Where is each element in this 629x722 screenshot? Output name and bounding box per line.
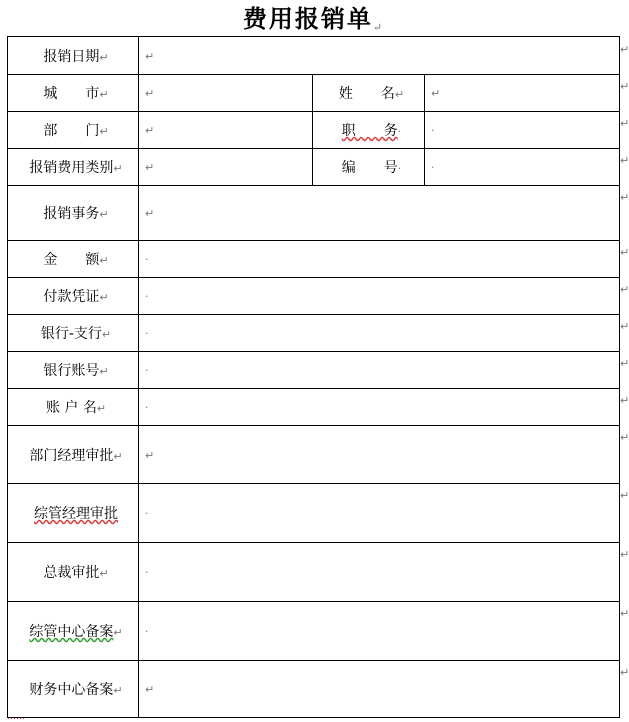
field-matter[interactable] <box>139 186 620 241</box>
field-position[interactable] <box>425 112 620 149</box>
row-dept-position <box>8 112 620 149</box>
row-account-name <box>8 389 620 426</box>
row-end-mark-icon: ↵ <box>620 154 629 167</box>
footer-note: …… <box>7 712 25 722</box>
field-number[interactable] <box>425 149 620 186</box>
cell-mark-icon: ↵ <box>431 87 441 100</box>
cell-mark-icon: · <box>145 364 149 377</box>
row-dept-manager <box>8 426 620 484</box>
label-number <box>313 149 425 186</box>
cell-mark-icon: ↵ <box>99 208 109 221</box>
label-city-text: 城 市 <box>43 86 100 102</box>
cell-mark-icon: ↵ <box>99 254 109 267</box>
cell-mark-icon: ↵ <box>99 291 109 304</box>
cell-mark-icon: ↵ <box>99 365 109 378</box>
row-end-mark-icon: ↵ <box>620 357 629 370</box>
row-general-manager <box>8 484 620 543</box>
label-position-text: 职 务 <box>341 123 398 139</box>
row-end-mark-icon: ↵ <box>620 80 629 93</box>
field-expense-type[interactable] <box>139 149 313 186</box>
field-voucher[interactable] <box>139 278 620 315</box>
field-name[interactable] <box>425 75 620 112</box>
field-city[interactable] <box>139 75 313 112</box>
label-dept-manager <box>8 426 139 484</box>
row-date <box>8 37 620 75</box>
field-finance-center[interactable] <box>139 661 620 718</box>
row-end-mark-icon: ↵ <box>620 489 629 502</box>
cell-mark-icon: · <box>431 161 435 174</box>
label-matter <box>8 186 139 241</box>
cell-mark-icon: · <box>145 327 149 340</box>
cell-mark-icon: ↵ <box>99 50 109 64</box>
field-department[interactable] <box>139 112 313 149</box>
row-bank-account <box>8 352 620 389</box>
label-bank-branch <box>8 315 139 352</box>
label-finance-center <box>8 661 139 718</box>
label-number-text: 编 号 <box>341 160 398 176</box>
label-name <box>313 75 425 112</box>
cell-mark-icon: · <box>145 253 149 266</box>
cell-mark-icon: ↵ <box>99 125 109 138</box>
row-end-mark-icon: ↵ <box>620 431 629 444</box>
cell-mark-icon: ↵ <box>145 207 155 220</box>
label-department-text: 部 门 <box>43 123 100 139</box>
cell-mark-icon: · <box>397 162 402 175</box>
label-amount-text: 金 额 <box>43 252 100 268</box>
label-general-center-text: 综管中心备案 <box>29 624 114 640</box>
row-bank-branch <box>8 315 620 352</box>
label-department <box>8 112 139 149</box>
label-account-name <box>8 389 139 426</box>
row-end-mark-icon: ↵ <box>620 320 629 333</box>
cell-mark-icon: · <box>145 401 149 414</box>
label-voucher <box>8 278 139 315</box>
row-end-mark-icon: ↵ <box>620 191 629 204</box>
cell-mark-icon: ↵ <box>113 449 123 463</box>
label-account-name-text: 账 户 名 <box>45 400 97 416</box>
cell-mark-icon: · <box>145 290 149 303</box>
field-bank-branch[interactable] <box>139 315 620 352</box>
cell-mark-icon: ↵ <box>145 448 155 462</box>
label-ceo <box>8 543 139 602</box>
field-date[interactable] <box>139 37 620 75</box>
expense-form-table <box>7 36 620 718</box>
field-ceo[interactable] <box>139 543 620 602</box>
row-end-mark-icon: ↵ <box>620 246 629 259</box>
label-position <box>313 112 425 149</box>
label-amount <box>8 241 139 278</box>
paragraph-mark-icon: ↵ <box>372 21 383 34</box>
cell-mark-icon: ↵ <box>145 161 155 174</box>
field-general-center[interactable] <box>139 602 620 661</box>
field-dept-manager[interactable] <box>139 426 620 484</box>
label-voucher-text: 付款凭证 <box>43 289 100 305</box>
label-expense-type-text: 报销费用类别 <box>29 160 114 176</box>
label-matter-text: 报销事务 <box>43 206 100 222</box>
row-end-mark-icon: ↵ <box>620 283 629 296</box>
cell-mark-icon: ↵ <box>394 88 405 101</box>
label-city <box>8 75 139 112</box>
row-end-mark-icon: ↵ <box>620 394 629 407</box>
row-type-number <box>8 149 620 186</box>
field-account-name[interactable] <box>139 389 620 426</box>
label-finance-center-text: 财务中心备案 <box>29 682 114 698</box>
row-voucher <box>8 278 620 315</box>
cell-mark-icon: ↵ <box>99 88 109 101</box>
row-end-mark-icon: ↵ <box>620 607 629 620</box>
cell-mark-icon: · <box>397 125 402 138</box>
row-matter <box>8 186 620 241</box>
cell-mark-icon: ↵ <box>145 683 155 696</box>
label-general-center <box>8 602 139 661</box>
label-expense-type <box>8 149 139 186</box>
label-bank-account <box>8 352 139 389</box>
cell-mark-icon: ↵ <box>145 124 155 137</box>
label-ceo-text: 总裁审批 <box>43 565 100 581</box>
cell-mark-icon: · <box>145 507 149 520</box>
cell-mark-icon: ↵ <box>101 328 112 341</box>
row-finance-center <box>8 661 620 718</box>
cell-mark-icon: ↵ <box>96 402 107 415</box>
cell-mark-icon: ↵ <box>113 626 123 639</box>
row-city-name <box>8 75 620 112</box>
label-name-text: 姓 名 <box>338 86 395 102</box>
cell-mark-icon: · <box>431 124 435 137</box>
cell-mark-icon: · <box>145 625 149 638</box>
row-end-mark-icon: ↵ <box>620 43 629 56</box>
label-bank-branch-text: 银行-支行 <box>40 326 102 342</box>
label-general-manager <box>8 484 139 543</box>
label-general-manager-text: 综管经理审批 <box>34 506 118 522</box>
field-amount[interactable] <box>139 241 620 278</box>
cell-mark-icon: ↵ <box>99 567 109 580</box>
row-ceo <box>8 543 620 602</box>
label-bank-account-text: 银行账号 <box>43 363 100 379</box>
cell-mark-icon: ↵ <box>113 162 123 175</box>
form-title-text: 费用报销单 <box>242 4 373 33</box>
cell-mark-icon: ↵ <box>145 49 155 63</box>
label-dept-manager-text: 部门经理审批 <box>29 447 114 464</box>
row-end-mark-icon: ↵ <box>620 666 629 679</box>
label-date <box>8 37 139 75</box>
row-end-mark-icon: ↵ <box>620 117 629 130</box>
field-bank-account[interactable] <box>139 352 620 389</box>
cell-mark-icon: · <box>145 566 149 579</box>
cell-mark-icon: ↵ <box>113 684 123 697</box>
field-general-manager[interactable] <box>139 484 620 543</box>
row-general-center <box>8 602 620 661</box>
row-end-mark-icon: ↵ <box>620 548 629 561</box>
row-amount <box>8 241 620 278</box>
cell-mark-icon: ↵ <box>145 87 155 100</box>
label-date-text: 报销日期 <box>43 48 100 65</box>
